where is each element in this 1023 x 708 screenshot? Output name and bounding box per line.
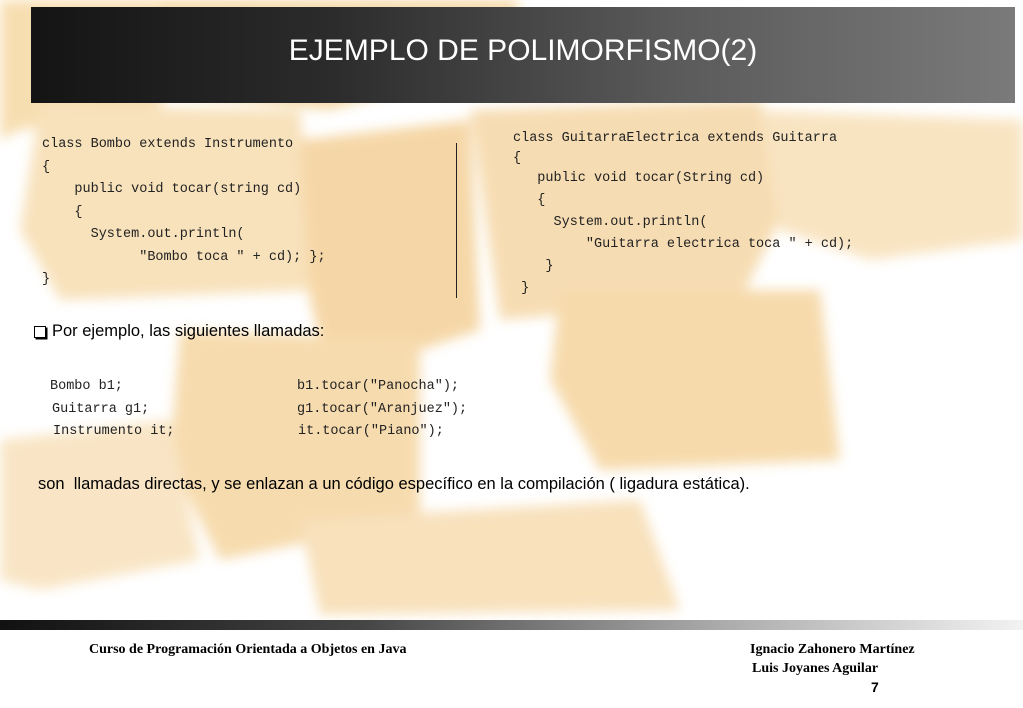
footer-course: Curso de Programación Orientada a Objetos en Java	[89, 642, 407, 657]
code-line: System.out.println(	[42, 227, 245, 242]
footer-author-1: Ignacio Zahonero Martínez	[750, 642, 915, 657]
page-number: 7	[871, 679, 879, 695]
code-line: System.out.println(	[513, 215, 708, 230]
code-line: "Bombo toca " + cd); };	[42, 249, 326, 265]
code-block-guitarra-electrica	[513, 128, 853, 300]
code-line: }	[513, 281, 530, 296]
footer-author-2: Luis Joyanes Aguilar	[752, 661, 879, 676]
code-line: public void tocar(string cd)	[42, 182, 302, 197]
calls-block	[297, 376, 467, 444]
call-line: it.tocar("Piano");	[298, 424, 444, 439]
declaration-line: Instrumento it;	[53, 424, 175, 439]
code-block-bombo	[42, 134, 326, 292]
code-line: {	[513, 151, 522, 166]
bullet-text: Por ejemplo, las siguientes llamadas:	[52, 322, 325, 340]
bullet-item	[34, 322, 324, 341]
code-line: }	[513, 259, 554, 274]
code-line: {	[42, 204, 83, 220]
conclusion-text: son llamadas directas, y se enlazan a un código específico en la compilación ( ligadura estática).	[38, 475, 750, 493]
code-line: "Guitarra electrica toca " + cd);	[513, 237, 854, 252]
code-line: class Bombo extends Instrumento	[42, 137, 294, 152]
footer-bar	[0, 620, 1023, 630]
code-line: class GuitarraElectrica extends Guitarra	[513, 131, 838, 146]
slide-title: EJEMPLO DE POLIMORFISMO(2)	[288, 34, 758, 67]
declaration-line: Guitarra g1;	[52, 401, 150, 417]
declarations-block	[50, 376, 175, 444]
square-bullet-icon	[34, 326, 46, 338]
code-divider	[456, 143, 457, 298]
code-line: }	[42, 272, 51, 287]
call-line: g1.tocar("Aranjuez");	[297, 401, 468, 417]
code-line: {	[42, 159, 51, 175]
code-line: public void tocar(String cd)	[513, 171, 765, 186]
declaration-line: Bombo b1;	[50, 379, 123, 394]
call-line: b1.tocar("Panocha");	[297, 379, 460, 394]
code-line: {	[513, 193, 546, 208]
